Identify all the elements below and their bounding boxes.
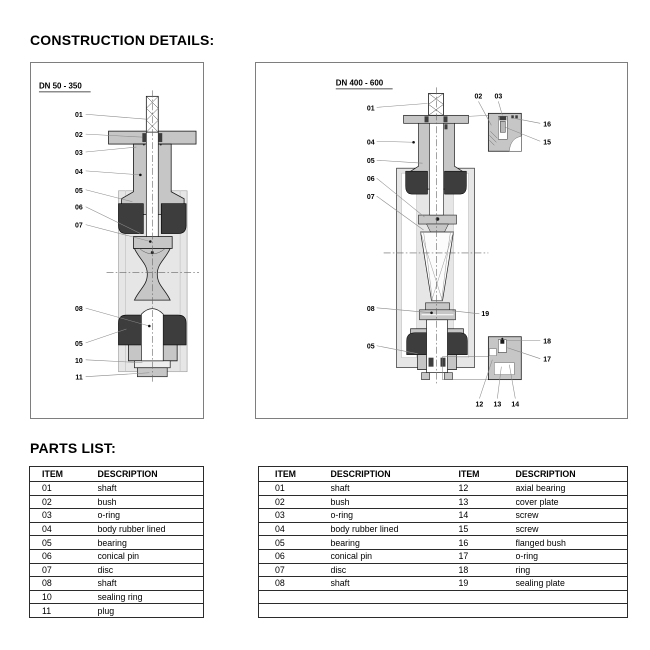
table-cell: 03 (259, 509, 331, 523)
table-row (259, 522, 628, 536)
table-cell: 01 (30, 482, 98, 496)
table-row (30, 549, 204, 563)
table-cell: bearing (98, 536, 204, 550)
table-cell: screw (516, 522, 628, 536)
table-cell: disc (331, 563, 459, 577)
table-row (30, 482, 204, 496)
table-cell: 12 (459, 482, 516, 496)
table-cell (459, 590, 516, 604)
table-cell: 14 (459, 509, 516, 523)
table-cell: 02 (259, 495, 331, 509)
parts-table-dn400-600 (258, 466, 628, 618)
callout: 04 (74, 168, 83, 176)
table-cell: 11 (30, 604, 98, 618)
table-cell: body rubber lined (98, 522, 204, 536)
table-row (259, 536, 628, 550)
table-row (259, 495, 628, 509)
table-cell: sealing plate (516, 577, 628, 591)
table-cell (259, 590, 331, 604)
table-cell: shaft (98, 482, 204, 496)
table-cell: bush (98, 495, 204, 509)
table-cell: 02 (30, 495, 98, 509)
callout: 16 (543, 121, 551, 129)
table-header-row (259, 467, 628, 482)
table-cell: 08 (259, 577, 331, 591)
table-cell: 01 (259, 482, 331, 496)
table-cell (331, 604, 459, 618)
callout: 02 (474, 93, 483, 101)
table-cell: 17 (459, 549, 516, 563)
lower-shaft (422, 320, 453, 380)
table-cell: conical pin (98, 549, 204, 563)
table-cell: 07 (259, 563, 331, 577)
callout: 19 (481, 310, 490, 318)
table-cell: ring (516, 563, 628, 577)
table-cell: 03 (30, 509, 98, 523)
o-ring (444, 124, 447, 129)
callout: 01 (74, 112, 83, 120)
table-row (30, 604, 204, 618)
o-ring (160, 144, 162, 146)
table-row (30, 563, 204, 577)
table-row (259, 549, 628, 563)
callout: 05 (74, 340, 83, 348)
bush (425, 116, 429, 122)
table-cell: conical pin (331, 549, 459, 563)
callout: 18 (543, 338, 551, 346)
table-cell: shaft (331, 482, 459, 496)
callout: 07 (366, 194, 375, 202)
table-cell: 04 (259, 522, 331, 536)
table-row (259, 509, 628, 523)
table-header-row (30, 467, 204, 482)
column-header-item: ITEM (30, 467, 98, 482)
table-row (30, 590, 204, 604)
column-header-description: DESCRIPTION (331, 467, 459, 482)
table-cell: body rubber lined (331, 522, 459, 536)
table-cell: 04 (30, 522, 98, 536)
table-cell (516, 604, 628, 618)
table-cell: 06 (30, 549, 98, 563)
table-row (30, 509, 204, 523)
table-cell: o-ring (331, 509, 459, 523)
table-row (259, 604, 628, 618)
table-row (30, 522, 204, 536)
callout: 03 (74, 149, 83, 157)
inset-link-line (468, 115, 488, 116)
o-ring (143, 144, 145, 146)
table-cell (516, 590, 628, 604)
range-label: DN 400 - 600 (335, 78, 384, 88)
top-flange (404, 115, 469, 123)
callout: 01 (366, 105, 375, 113)
table-cell: screw (516, 509, 628, 523)
table-cell: cover plate (516, 495, 628, 509)
column-header-item: ITEM (259, 467, 331, 482)
table-cell (459, 604, 516, 618)
table-cell: 18 (459, 563, 516, 577)
callout: 15 (543, 139, 551, 147)
dn50-350-panel (30, 62, 204, 419)
table-row (259, 482, 628, 496)
cover-plate (494, 363, 514, 375)
bush (443, 116, 447, 122)
table-cell: shaft (331, 577, 459, 591)
callout: 06 (366, 176, 375, 184)
ring (500, 340, 504, 344)
table-cell: axial bearing (516, 482, 628, 496)
table-row (30, 536, 204, 550)
table-row (30, 495, 204, 509)
column-header-description: DESCRIPTION (516, 467, 628, 482)
callout: 05 (366, 158, 375, 166)
table-cell: 07 (30, 563, 98, 577)
callout: 08 (366, 305, 375, 313)
dn400-600-diagram (256, 63, 627, 418)
screw (500, 121, 505, 132)
construction-details-title: CONSTRUCTION DETAILS: (30, 32, 215, 48)
callout: 17 (543, 356, 551, 364)
table-row (259, 590, 628, 604)
table-cell (331, 590, 459, 604)
callout: 03 (494, 93, 503, 101)
callout: 08 (74, 306, 83, 314)
flanged-bush (499, 116, 506, 120)
callout: 05 (366, 343, 375, 351)
callout: 12 (475, 401, 484, 409)
bush (142, 133, 146, 142)
callout: 13 (493, 401, 502, 409)
table-cell: 19 (459, 577, 516, 591)
table-cell: shaft (98, 577, 204, 591)
callout: 04 (366, 139, 375, 147)
table-cell: o-ring (516, 549, 628, 563)
table-cell: o-ring (98, 509, 204, 523)
column-header-item: ITEM (459, 467, 516, 482)
bush (158, 133, 162, 142)
table-cell: flanged bush (516, 536, 628, 550)
table-cell: bush (331, 495, 459, 509)
callout: 02 (74, 132, 83, 140)
range-label: DN 50 - 350 (38, 81, 82, 91)
table-cell: sealing ring (98, 590, 204, 604)
callout: 05 (74, 187, 83, 195)
top-detail-inset (488, 113, 521, 151)
table-cell: 13 (459, 495, 516, 509)
table-cell: 16 (459, 536, 516, 550)
table-cell: 15 (459, 522, 516, 536)
table-cell: 05 (259, 536, 331, 550)
table-cell: 08 (30, 577, 98, 591)
table-cell: disc (98, 563, 204, 577)
table-cell: 06 (259, 549, 331, 563)
parts-list-title: PARTS LIST: (30, 440, 116, 456)
column-header-description: DESCRIPTION (98, 467, 204, 482)
table-row (30, 577, 204, 591)
table-cell: 10 (30, 590, 98, 604)
table-cell (259, 604, 331, 618)
table-row (259, 577, 628, 591)
callout-labels (75, 112, 83, 381)
callout: 10 (74, 357, 83, 365)
callout: 06 (74, 204, 83, 212)
parts-table-dn50-350 (29, 466, 204, 618)
table-cell: plug (98, 604, 204, 618)
table-cell: bearing (331, 536, 459, 550)
table-row (259, 563, 628, 577)
axial-bearing (489, 349, 496, 356)
callout: 11 (75, 374, 83, 382)
table-cell: 05 (30, 536, 98, 550)
callout: 14 (511, 401, 520, 409)
dn50-350-diagram (31, 63, 203, 418)
dn400-600-panel (255, 62, 628, 419)
callout: 07 (74, 222, 83, 230)
